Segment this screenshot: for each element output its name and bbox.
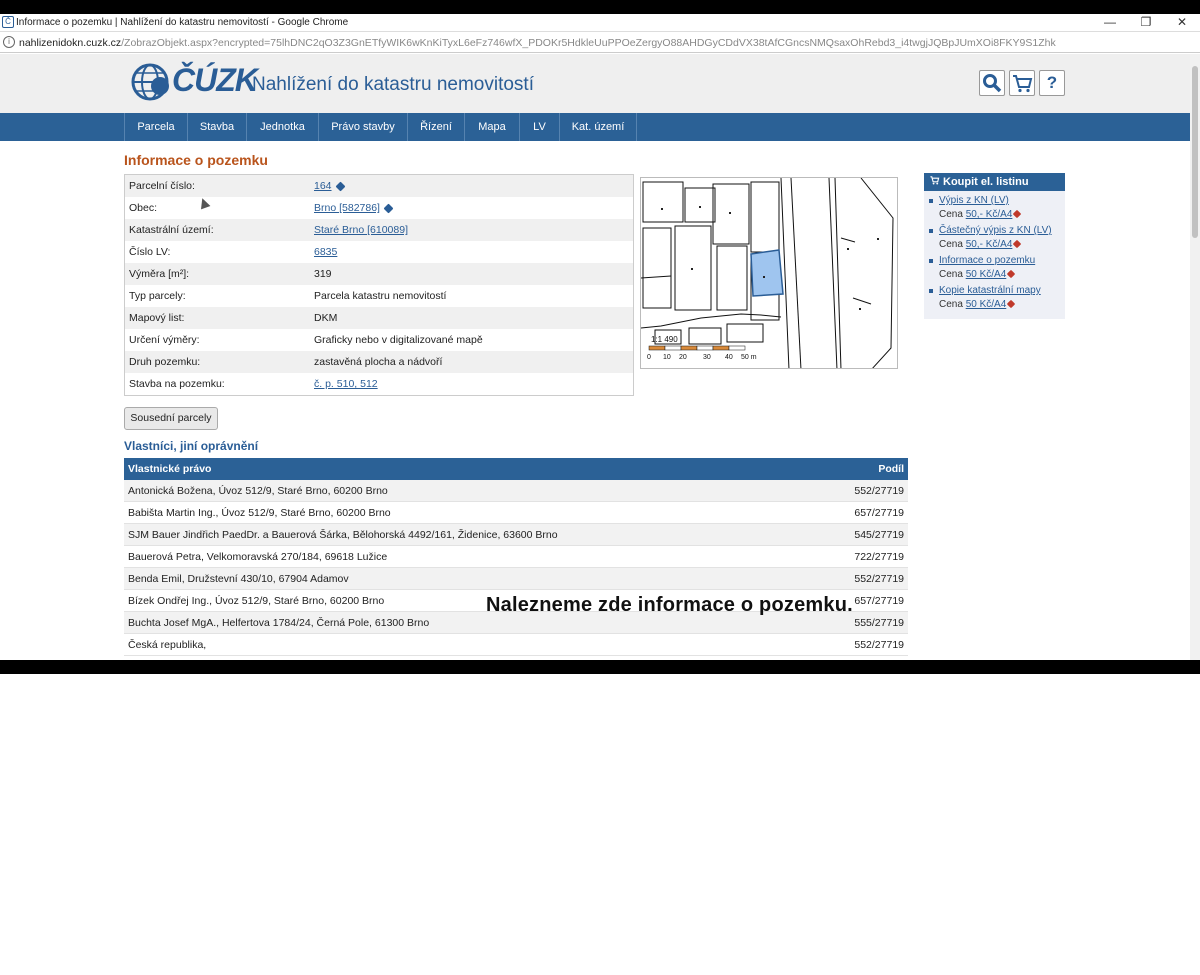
letterbox-top (0, 0, 1200, 14)
edit-pencil-icon[interactable] (1013, 240, 1021, 248)
price-link[interactable]: 50,- Kč/A4 (965, 209, 1013, 220)
info-row (125, 175, 633, 197)
buy-document-header (924, 173, 1065, 191)
edit-pencil-icon[interactable] (1007, 300, 1015, 308)
table-row (124, 634, 908, 656)
site-header (0, 54, 1190, 113)
owners-rows (124, 480, 908, 656)
info-row (125, 329, 633, 351)
map-scale-tick: 40 (725, 354, 733, 361)
info-row (125, 307, 633, 329)
info-label: Druh pozemku: (129, 356, 201, 368)
info-icon[interactable]: i (3, 36, 15, 48)
cadastral-map-drawing (641, 178, 898, 369)
window-title: Informace o pozemku | Nahlížení do katastru nemovitostí - Google Chrome (16, 17, 349, 28)
owner-share: 552/27719 (854, 573, 904, 585)
info-label: Katastrální území: (129, 224, 214, 236)
restore-button[interactable]: ❐ (1140, 15, 1152, 29)
info-value-link[interactable]: č. p. 510, 512 (314, 378, 378, 390)
info-value: 319 (314, 268, 332, 280)
nav-pravo-stavby[interactable]: Právo stavby (318, 113, 407, 141)
table-row (124, 546, 908, 568)
nav-jednotka[interactable]: Jednotka (246, 113, 318, 141)
price-prefix: Cena (939, 269, 966, 280)
page-title: Informace o pozemku (124, 152, 268, 168)
site-title: Nahlížení do katastru nemovitostí (252, 74, 534, 95)
cuzk-favicon-icon: Č (2, 16, 14, 28)
owner-share: 555/27719 (854, 617, 904, 629)
scrollbar-thumb[interactable] (1192, 66, 1198, 238)
nav-lv[interactable]: LV (519, 113, 559, 141)
buy-item-link[interactable]: Kopie katastrální mapy (939, 285, 1041, 296)
owner-name: Bízek Ondřej Ing., Úvoz 512/9, Staré Brno, 60200 Brno (128, 595, 385, 607)
url-text[interactable] (19, 37, 1056, 49)
buy-item (924, 284, 1065, 312)
price-prefix: Cena (939, 299, 966, 310)
buy-item (924, 254, 1065, 282)
search-key-icon[interactable] (979, 70, 1005, 96)
cadastral-map-thumbnail[interactable] (640, 177, 898, 369)
price-link[interactable]: 50,- Kč/A4 (965, 239, 1013, 250)
edit-pencil-icon[interactable] (1013, 210, 1021, 218)
info-label: Číslo LV: (129, 246, 171, 258)
info-label: Typ parcely: (129, 290, 186, 302)
buy-item (924, 224, 1065, 252)
browser-titlebar (0, 14, 1200, 32)
price-link[interactable]: 50 Kč/A4 (965, 269, 1007, 280)
column-header-share[interactable]: Podíl (878, 463, 904, 475)
info-value-link[interactable]: 164 (314, 180, 332, 192)
map-scale-tick: 30 (703, 354, 711, 361)
bullet-icon (929, 199, 933, 203)
buy-item (924, 194, 1065, 222)
info-row (125, 219, 633, 241)
table-row (124, 480, 908, 502)
info-row (125, 263, 633, 285)
owner-share: 722/27719 (854, 551, 904, 563)
edit-pencil-icon[interactable] (384, 204, 394, 214)
owner-name: Česká republika, (128, 639, 207, 651)
buy-document-list (924, 194, 1065, 312)
owner-name: Antonická Božena, Úvoz 512/9, Staré Brno, 60200 Brno (128, 485, 388, 497)
owners-table-header (124, 458, 908, 480)
nav-rizeni[interactable]: Řízení (407, 113, 464, 141)
close-button[interactable]: ✕ (1176, 15, 1188, 29)
info-value: Parcela katastru nemovitostí (314, 290, 447, 302)
address-bar[interactable] (0, 33, 1200, 53)
buy-item-link[interactable]: Výpis z KN (LV) (939, 195, 1009, 206)
price-prefix: Cena (939, 239, 966, 250)
info-label: Určení výměry: (129, 334, 200, 346)
owner-share: 552/27719 (854, 639, 904, 651)
map-scale-tick: 20 (679, 354, 687, 361)
owners-table (124, 458, 908, 656)
info-value: Graficky nebo v digitalizované mapě (314, 334, 483, 346)
cuzk-logo-text[interactable]: ČÚZK (172, 62, 257, 98)
info-label: Výměra [m²]: (129, 268, 190, 280)
bullet-icon (929, 259, 933, 263)
table-row (124, 502, 908, 524)
buy-document-title: Koupit el. listinu (943, 176, 1029, 188)
info-value-link[interactable]: Staré Brno [610089] (314, 224, 408, 236)
table-row (124, 524, 908, 546)
owner-name: Bauerová Petra, Velkomoravská 270/184, 69618 Lužice (128, 551, 388, 563)
page-scrollbar[interactable] (1190, 54, 1200, 660)
minimize-button[interactable]: — (1104, 15, 1116, 29)
info-row (125, 285, 633, 307)
cart-icon (929, 173, 940, 191)
owner-name: Babišta Martin Ing., Úvoz 512/9, Staré Brno, 60200 Brno (128, 507, 391, 519)
url-path: /ZobrazObjekt.aspx?encrypted=75lhDNC2qO3Z3GnETfyWIK6wKnKiTyxL6eFz746wfX_PDOKr5HdkleUuPPOeZergyO88AHDGyCDdVX38tAfCGncsNMQsaxOhRebd3_i4twgjJQBpJUmXOi8FKY9S1Zhk (121, 37, 1056, 49)
info-value: zastavěná plocha a nádvoří (314, 356, 443, 368)
buy-item-price (939, 268, 1065, 282)
edit-pencil-icon[interactable] (1007, 270, 1015, 278)
neighbor-parcels-button[interactable]: Sousední parcely (124, 407, 218, 430)
buy-item-price (939, 238, 1065, 252)
buy-item-link[interactable]: Informace o pozemku (939, 255, 1036, 266)
buy-item-link[interactable]: Částečný výpis z KN (LV) (939, 225, 1052, 236)
cart-icon[interactable] (1009, 70, 1035, 96)
nav-kat-uzemi[interactable]: Kat. území (559, 113, 637, 141)
edit-pencil-icon[interactable] (336, 182, 346, 192)
info-value-link[interactable]: Brno [582786] (314, 202, 380, 214)
info-value: DKM (314, 312, 338, 324)
cuzk-globe-logo-icon[interactable] (130, 62, 172, 102)
table-row (124, 568, 908, 590)
map-scale-tick: 0 (647, 354, 651, 361)
owner-name: SJM Bauer Jindřich PaedDr. a Bauerová Šárka, Bělohorská 4492/161, Židenice, 63600 Brno (128, 529, 558, 541)
nav-stavba[interactable]: Stavba (187, 113, 246, 141)
owner-share: 552/27719 (854, 485, 904, 497)
help-icon[interactable]: ? (1039, 70, 1065, 96)
info-row (125, 373, 633, 395)
price-prefix: Cena (939, 209, 966, 220)
main-navigation (0, 113, 1190, 141)
owner-name: Buchta Josef MgA., Helfertova 1784/24, Černá Pole, 61300 Brno (128, 617, 430, 629)
info-label: Obec: (129, 202, 158, 214)
owner-share: 657/27719 (854, 507, 904, 519)
buy-document-box (924, 173, 1065, 319)
owners-section-title: Vlastníci, jiní oprávnění (124, 439, 259, 453)
web-page (0, 54, 1190, 660)
url-domain: nahlizenidokn.cuzk.cz (19, 37, 122, 49)
map-scale-tick: 50 m (741, 354, 757, 361)
map-scale-label: 1:1 490 (651, 335, 678, 344)
owner-share: 657/27719 (854, 595, 904, 607)
column-header-owner[interactable]: Vlastnické právo (128, 463, 212, 475)
buy-item-price (939, 208, 1065, 222)
video-subtitle: Nalezneme zde informace o pozemku. (486, 594, 853, 616)
owner-share: 545/27719 (854, 529, 904, 541)
info-row (125, 241, 633, 263)
map-scale-tick: 10 (663, 354, 671, 361)
letterbox-bottom (0, 660, 1200, 674)
info-row (125, 351, 633, 373)
buy-item-price (939, 298, 1065, 312)
owner-name: Benda Emil, Družstevní 430/10, 67904 Adamov (128, 573, 349, 585)
info-label: Stavba na pozemku: (129, 378, 225, 390)
info-label: Parcelní číslo: (129, 180, 195, 192)
info-label: Mapový list: (129, 312, 185, 324)
nav-mapa[interactable]: Mapa (464, 113, 519, 141)
bullet-icon (929, 289, 933, 293)
bullet-icon (929, 229, 933, 233)
price-link[interactable]: 50 Kč/A4 (965, 299, 1007, 310)
info-value-link[interactable]: 6835 (314, 246, 338, 258)
nav-parcela[interactable]: Parcela (124, 113, 187, 141)
